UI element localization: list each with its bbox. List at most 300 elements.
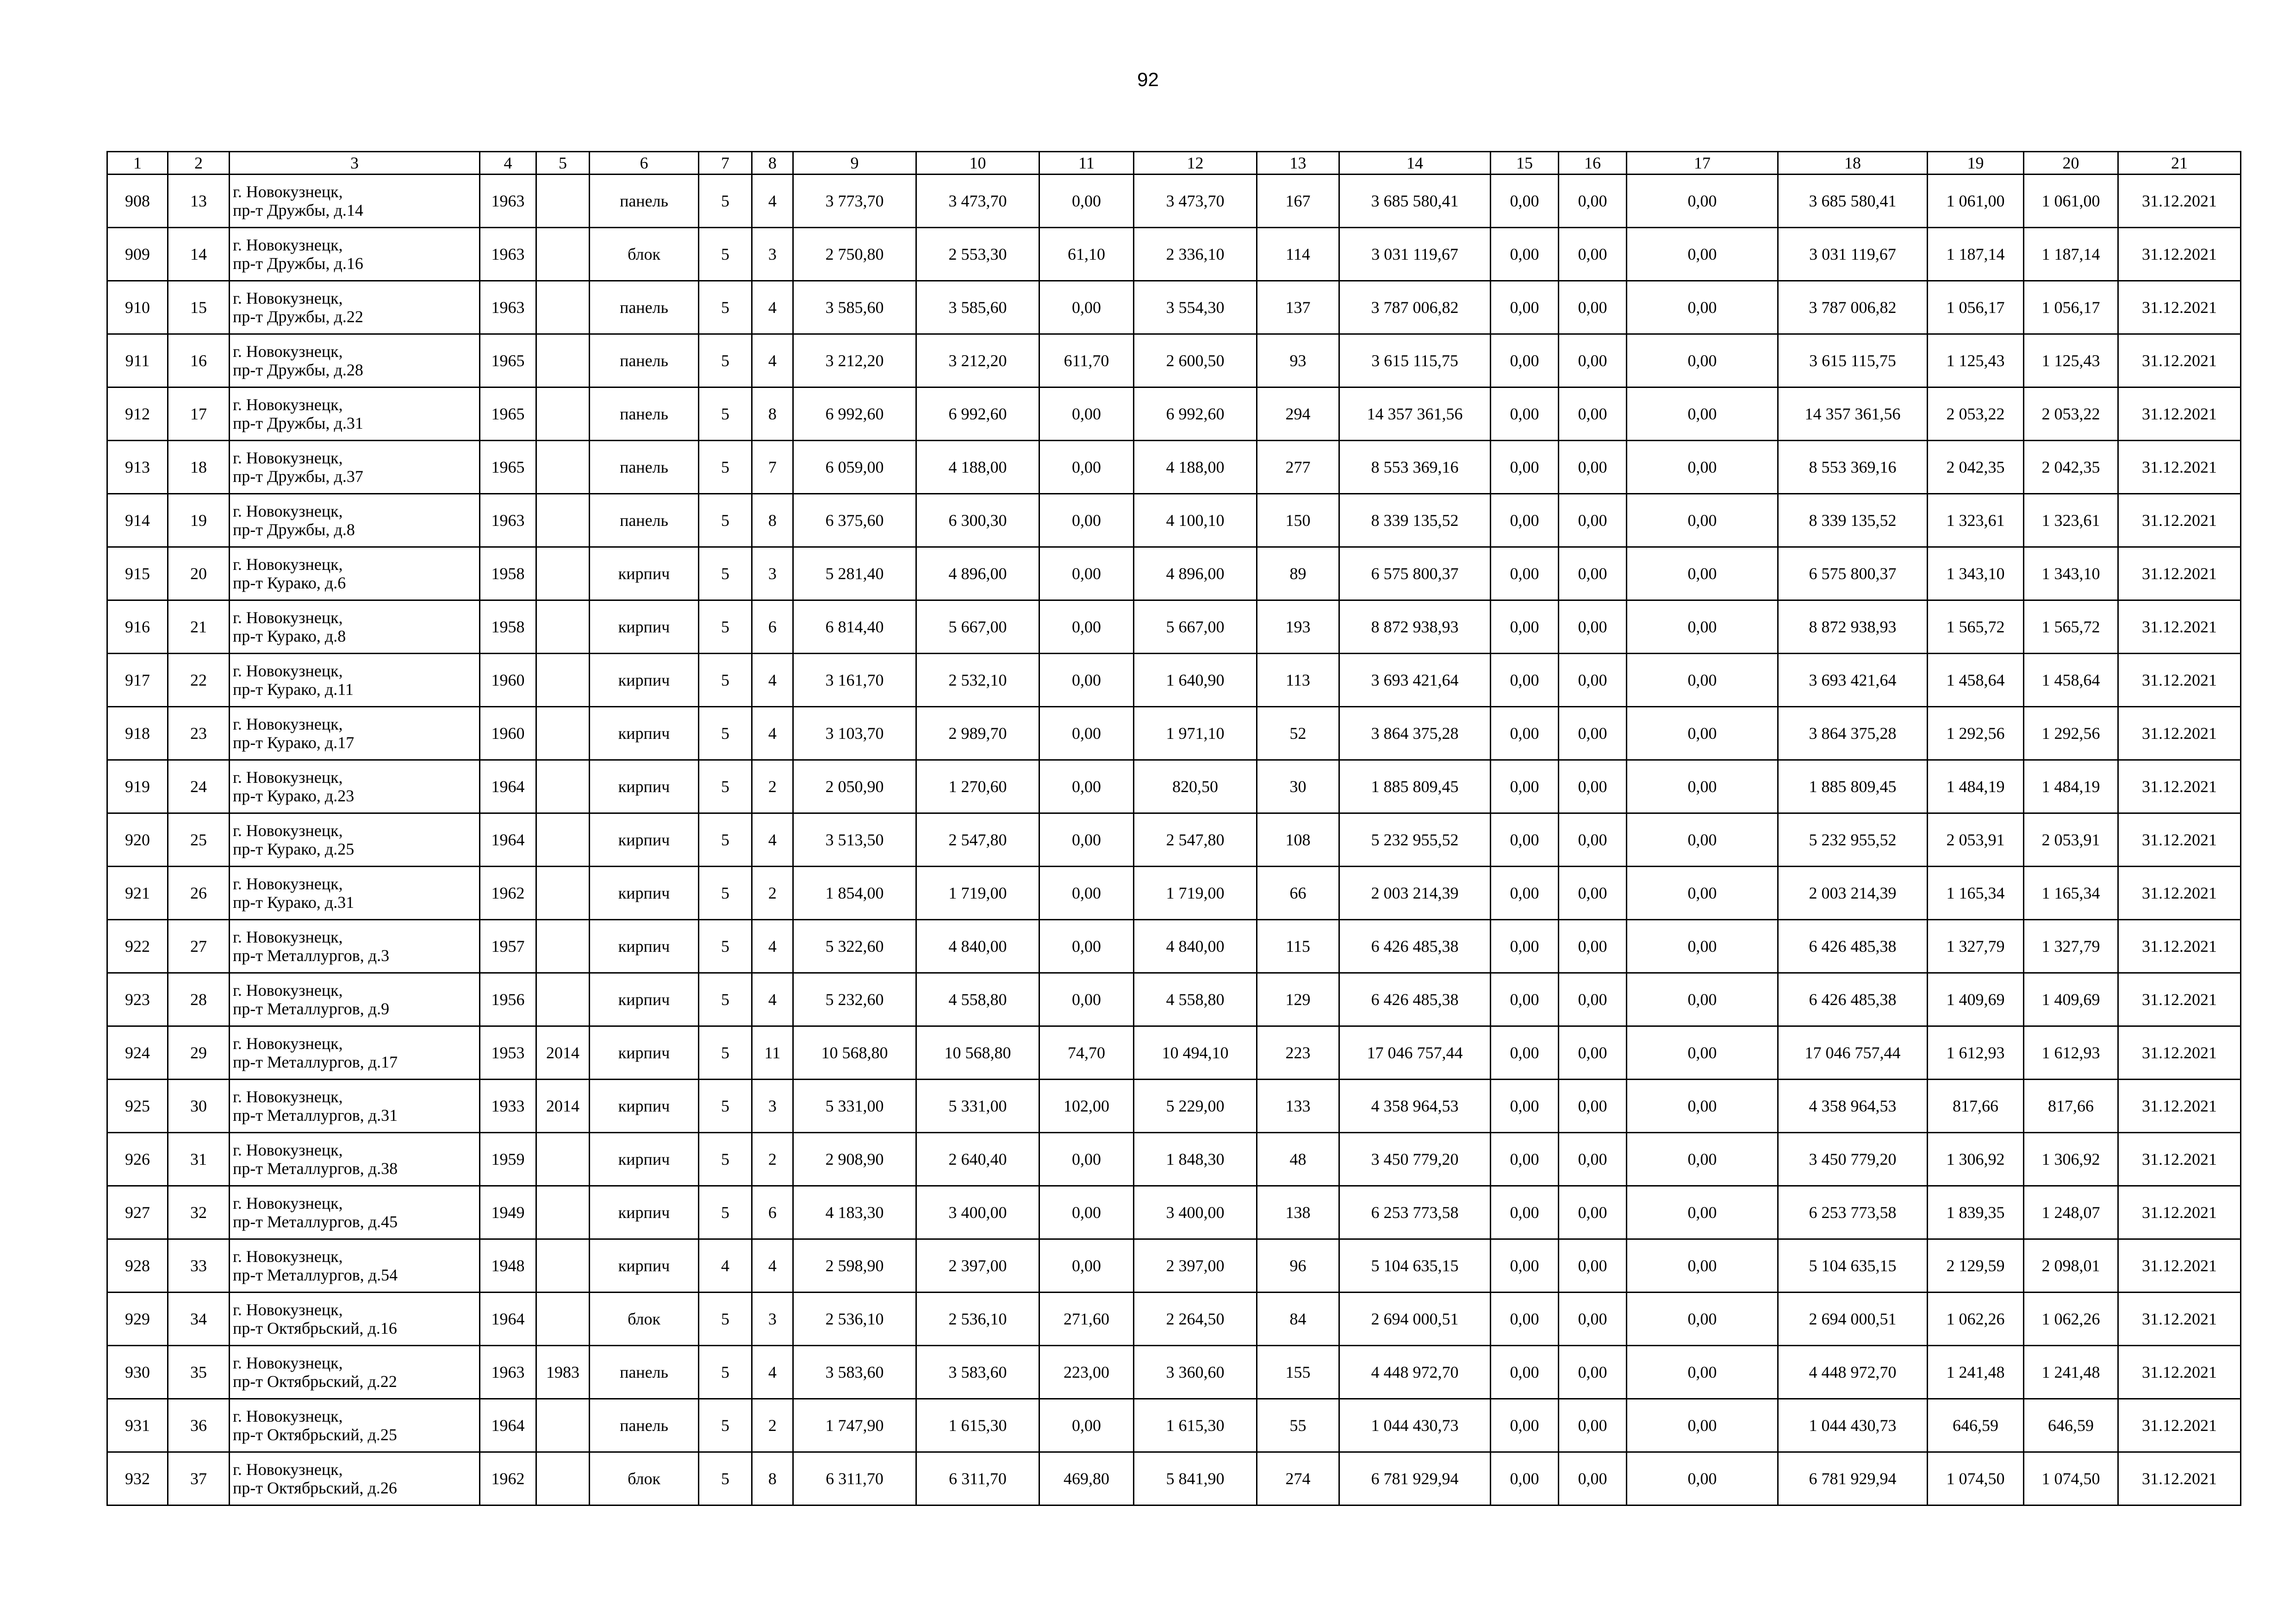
cell-col-10: 3 473,70 (916, 175, 1039, 228)
cell-col-14: 5 104 635,15 (1339, 1239, 1491, 1293)
cell-col-19: 2 129,59 (1928, 1239, 2024, 1293)
cell-col-18: 3 693 421,64 (1778, 654, 1928, 707)
cell-col-12: 2 397,00 (1134, 1239, 1257, 1293)
row-number: 920 (107, 813, 168, 867)
column-number-10: 10 (916, 152, 1039, 175)
cell-col-19: 1 292,56 (1928, 707, 2024, 760)
cell-col-13: 96 (1257, 1239, 1339, 1293)
cell-col-18: 4 358 964,53 (1778, 1080, 1928, 1133)
cell-col-12: 2 600,50 (1134, 334, 1257, 387)
cell-col-9: 5 232,60 (793, 973, 916, 1026)
cell-col-8: 3 (752, 547, 793, 600)
cell-col-8: 3 (752, 1293, 793, 1346)
cell-col-4: 1965 (480, 387, 536, 441)
address-street: пр-т Дружбы, д.37 (233, 467, 363, 486)
row-number: 929 (107, 1293, 168, 1346)
column-number-14: 14 (1339, 152, 1491, 175)
cell-col-15: 0,00 (1491, 175, 1559, 228)
row-subnumber: 36 (168, 1399, 230, 1452)
cell-col-7: 5 (699, 228, 752, 281)
column-number-2: 2 (168, 152, 230, 175)
cell-col-13: 193 (1257, 600, 1339, 654)
cell-col-7: 5 (699, 494, 752, 547)
cell-col-20: 1 343,10 (2024, 547, 2118, 600)
cell-col-20: 1 187,14 (2024, 228, 2118, 281)
row-subnumber: 24 (168, 760, 230, 813)
cell-col-14: 5 232 955,52 (1339, 813, 1491, 867)
cell-col-16: 0,00 (1559, 387, 1627, 441)
cell-col-15: 0,00 (1491, 441, 1559, 494)
cell-col-18: 1 044 430,73 (1778, 1399, 1928, 1452)
cell-col-20: 646,59 (2024, 1399, 2118, 1452)
cell-col-14: 3 031 119,67 (1339, 228, 1491, 281)
cell-col-13: 137 (1257, 281, 1339, 334)
address-street: пр-т Металлургов, д.38 (233, 1159, 398, 1178)
cell-col-7: 5 (699, 1399, 752, 1452)
cell-col-14: 3 615 115,75 (1339, 334, 1491, 387)
cell-col-10: 5 667,00 (916, 600, 1039, 654)
cell-col-9: 3 585,60 (793, 281, 916, 334)
address-street: пр-т Металлургов, д.54 (233, 1266, 398, 1284)
cell-col-4: 1960 (480, 707, 536, 760)
table-row (107, 920, 2241, 973)
cell-col-14: 6 253 773,58 (1339, 1186, 1491, 1239)
cell-col-17: 0,00 (1627, 1452, 1778, 1505)
cell-col-21: 31.12.2021 (2118, 1293, 2241, 1346)
address-street: пр-т Дружбы, д.14 (233, 201, 363, 219)
cell-col-16: 0,00 (1559, 813, 1627, 867)
cell-col-19: 646,59 (1928, 1399, 2024, 1452)
cell-col-18: 6 575 800,37 (1778, 547, 1928, 600)
cell-col-16: 0,00 (1559, 1239, 1627, 1293)
cell-col-14: 8 872 938,93 (1339, 600, 1491, 654)
cell-col-9: 6 059,00 (793, 441, 916, 494)
cell-col-9: 3 161,70 (793, 654, 916, 707)
column-number-13: 13 (1257, 152, 1339, 175)
cell-col-11: 0,00 (1039, 760, 1134, 813)
cell-col-16: 0,00 (1559, 1186, 1627, 1239)
cell-col-7: 5 (699, 600, 752, 654)
cell-col-21: 31.12.2021 (2118, 387, 2241, 441)
row-number: 916 (107, 600, 168, 654)
cell-col-21: 31.12.2021 (2118, 760, 2241, 813)
cell-col-17: 0,00 (1627, 281, 1778, 334)
row-subnumber: 32 (168, 1186, 230, 1239)
cell-col-14: 6 426 485,38 (1339, 973, 1491, 1026)
column-number-12: 12 (1134, 152, 1257, 175)
cell-col-7: 5 (699, 387, 752, 441)
cell-col-11: 102,00 (1039, 1080, 1134, 1133)
cell-col-17: 0,00 (1627, 494, 1778, 547)
cell-col-12: 1 971,10 (1134, 707, 1257, 760)
housing-register-table (106, 151, 2241, 1506)
cell-col-18: 8 872 938,93 (1778, 600, 1928, 654)
cell-col-19: 1 323,61 (1928, 494, 2024, 547)
cell-col-11: 469,80 (1039, 1452, 1134, 1505)
row-number: 909 (107, 228, 168, 281)
cell-col-5 (536, 1293, 590, 1346)
cell-col-8: 6 (752, 1186, 793, 1239)
cell-col-18: 8 553 369,16 (1778, 441, 1928, 494)
cell-col-4: 1964 (480, 813, 536, 867)
row-subnumber: 30 (168, 1080, 230, 1133)
cell-col-19: 817,66 (1928, 1080, 2024, 1133)
cell-col-21: 31.12.2021 (2118, 1186, 2241, 1239)
table-row (107, 1293, 2241, 1346)
cell-col-10: 4 188,00 (916, 441, 1039, 494)
cell-col-9: 6 311,70 (793, 1452, 916, 1505)
cell-col-11: 0,00 (1039, 441, 1134, 494)
cell-col-13: 155 (1257, 1346, 1339, 1399)
cell-col-5 (536, 494, 590, 547)
cell-col-4: 1962 (480, 867, 536, 920)
row-number: 914 (107, 494, 168, 547)
cell-col-9: 6 375,60 (793, 494, 916, 547)
cell-col-5 (536, 920, 590, 973)
row-subnumber: 18 (168, 441, 230, 494)
cell-col-8: 7 (752, 441, 793, 494)
cell-col-21: 31.12.2021 (2118, 1399, 2241, 1452)
cell-col-4: 1964 (480, 760, 536, 813)
cell-col-16: 0,00 (1559, 973, 1627, 1026)
cell-col-5 (536, 973, 590, 1026)
cell-col-14: 3 787 006,82 (1339, 281, 1491, 334)
cell-col-9: 2 750,80 (793, 228, 916, 281)
cell-col-12: 3 473,70 (1134, 175, 1257, 228)
cell-col-15: 0,00 (1491, 387, 1559, 441)
cell-col-5 (536, 334, 590, 387)
table-row (107, 1346, 2241, 1399)
cell-col-5 (536, 707, 590, 760)
cell-col-20: 1 056,17 (2024, 281, 2118, 334)
cell-col-13: 30 (1257, 760, 1339, 813)
cell-col-13: 55 (1257, 1399, 1339, 1452)
cell-col-13: 150 (1257, 494, 1339, 547)
cell-col-21: 31.12.2021 (2118, 1026, 2241, 1080)
cell-col-19: 2 053,22 (1928, 387, 2024, 441)
cell-col-20: 2 053,91 (2024, 813, 2118, 867)
cell-col-16: 0,00 (1559, 175, 1627, 228)
cell-col-15: 0,00 (1491, 334, 1559, 387)
cell-col-14: 17 046 757,44 (1339, 1026, 1491, 1080)
cell-col-18: 3 615 115,75 (1778, 334, 1928, 387)
address-cell (230, 920, 480, 973)
row-number: 910 (107, 281, 168, 334)
cell-col-15: 0,00 (1491, 1080, 1559, 1133)
cell-col-4: 1964 (480, 1293, 536, 1346)
cell-col-11: 74,70 (1039, 1026, 1134, 1080)
table-row (107, 1452, 2241, 1505)
cell-col-8: 11 (752, 1026, 793, 1080)
cell-col-6: кирпич (590, 707, 699, 760)
row-number: 917 (107, 654, 168, 707)
address-cell (230, 1293, 480, 1346)
cell-col-4: 1960 (480, 654, 536, 707)
row-subnumber: 31 (168, 1133, 230, 1186)
cell-col-6: панель (590, 387, 699, 441)
cell-col-4: 1963 (480, 494, 536, 547)
address-city: г. Новокузнецк, (233, 768, 343, 787)
cell-col-19: 1 409,69 (1928, 973, 2024, 1026)
table-row (107, 1186, 2241, 1239)
cell-col-8: 4 (752, 707, 793, 760)
cell-col-18: 2 694 000,51 (1778, 1293, 1928, 1346)
cell-col-18: 6 253 773,58 (1778, 1186, 1928, 1239)
cell-col-17: 0,00 (1627, 760, 1778, 813)
address-street: пр-т Металлургов, д.31 (233, 1106, 398, 1124)
address-cell (230, 228, 480, 281)
table-row (107, 1239, 2241, 1293)
cell-col-21: 31.12.2021 (2118, 867, 2241, 920)
address-street: пр-т Октябрьский, д.16 (233, 1319, 397, 1337)
cell-col-19: 1 165,34 (1928, 867, 2024, 920)
cell-col-14: 3 450 779,20 (1339, 1133, 1491, 1186)
cell-col-5: 1983 (536, 1346, 590, 1399)
cell-col-12: 3 400,00 (1134, 1186, 1257, 1239)
cell-col-8: 4 (752, 920, 793, 973)
cell-col-10: 2 989,70 (916, 707, 1039, 760)
cell-col-11: 0,00 (1039, 600, 1134, 654)
cell-col-16: 0,00 (1559, 1133, 1627, 1186)
row-number: 912 (107, 387, 168, 441)
row-number: 925 (107, 1080, 168, 1133)
cell-col-17: 0,00 (1627, 547, 1778, 600)
cell-col-9: 3 103,70 (793, 707, 916, 760)
cell-col-15: 0,00 (1491, 1293, 1559, 1346)
cell-col-9: 3 212,20 (793, 334, 916, 387)
address-city: г. Новокузнецк, (233, 555, 343, 574)
address-city: г. Новокузнецк, (233, 1300, 343, 1319)
cell-col-12: 1 848,30 (1134, 1133, 1257, 1186)
cell-col-21: 31.12.2021 (2118, 494, 2241, 547)
cell-col-20: 1 241,48 (2024, 1346, 2118, 1399)
address-street: пр-т Металлургов, д.45 (233, 1212, 398, 1231)
cell-col-13: 108 (1257, 813, 1339, 867)
cell-col-12: 820,50 (1134, 760, 1257, 813)
cell-col-20: 1 074,50 (2024, 1452, 2118, 1505)
row-number: 931 (107, 1399, 168, 1452)
address-street: пр-т Октябрьский, д.22 (233, 1372, 397, 1391)
cell-col-8: 2 (752, 1399, 793, 1452)
cell-col-14: 2 694 000,51 (1339, 1293, 1491, 1346)
table-row (107, 973, 2241, 1026)
cell-col-15: 0,00 (1491, 600, 1559, 654)
address-city: г. Новокузнецк, (233, 395, 343, 414)
cell-col-16: 0,00 (1559, 654, 1627, 707)
cell-col-21: 31.12.2021 (2118, 547, 2241, 600)
cell-col-15: 0,00 (1491, 1026, 1559, 1080)
cell-col-21: 31.12.2021 (2118, 1239, 2241, 1293)
cell-col-4: 1963 (480, 175, 536, 228)
row-number: 926 (107, 1133, 168, 1186)
cell-col-14: 3 685 580,41 (1339, 175, 1491, 228)
cell-col-9: 5 322,60 (793, 920, 916, 973)
cell-col-9: 6 992,60 (793, 387, 916, 441)
cell-col-7: 5 (699, 1452, 752, 1505)
cell-col-9: 6 814,40 (793, 600, 916, 654)
cell-col-6: кирпич (590, 813, 699, 867)
cell-col-19: 1 343,10 (1928, 547, 2024, 600)
cell-col-14: 2 003 214,39 (1339, 867, 1491, 920)
row-subnumber: 27 (168, 920, 230, 973)
address-street: пр-т Дружбы, д.22 (233, 307, 363, 326)
cell-col-21: 31.12.2021 (2118, 334, 2241, 387)
cell-col-16: 0,00 (1559, 867, 1627, 920)
cell-col-13: 48 (1257, 1133, 1339, 1186)
cell-col-13: 89 (1257, 547, 1339, 600)
table-row (107, 1080, 2241, 1133)
cell-col-6: панель (590, 281, 699, 334)
cell-col-20: 1 061,00 (2024, 175, 2118, 228)
address-city: г. Новокузнецк, (233, 1194, 343, 1212)
cell-col-17: 0,00 (1627, 1186, 1778, 1239)
cell-col-13: 66 (1257, 867, 1339, 920)
row-number: 915 (107, 547, 168, 600)
cell-col-9: 2 908,90 (793, 1133, 916, 1186)
cell-col-4: 1965 (480, 441, 536, 494)
table-row (107, 387, 2241, 441)
cell-col-18: 6 426 485,38 (1778, 920, 1928, 973)
cell-col-21: 31.12.2021 (2118, 1080, 2241, 1133)
cell-col-20: 2 042,35 (2024, 441, 2118, 494)
cell-col-6: кирпич (590, 654, 699, 707)
cell-col-11: 0,00 (1039, 973, 1134, 1026)
address-cell (230, 1239, 480, 1293)
cell-col-10: 6 300,30 (916, 494, 1039, 547)
cell-col-4: 1965 (480, 334, 536, 387)
cell-col-7: 5 (699, 547, 752, 600)
address-city: г. Новокузнецк, (233, 182, 343, 201)
cell-col-8: 3 (752, 1080, 793, 1133)
column-number-19: 19 (1928, 152, 2024, 175)
cell-col-10: 4 840,00 (916, 920, 1039, 973)
cell-col-8: 4 (752, 654, 793, 707)
column-number-20: 20 (2024, 152, 2118, 175)
cell-col-5 (536, 1452, 590, 1505)
cell-col-20: 1 165,34 (2024, 867, 2118, 920)
cell-col-10: 4 896,00 (916, 547, 1039, 600)
address-cell (230, 1399, 480, 1452)
row-subnumber: 16 (168, 334, 230, 387)
cell-col-11: 0,00 (1039, 813, 1134, 867)
cell-col-20: 1 458,64 (2024, 654, 2118, 707)
address-city: г. Новокузнецк, (233, 1460, 343, 1479)
cell-col-6: кирпич (590, 1239, 699, 1293)
table-row (107, 334, 2241, 387)
cell-col-12: 3 554,30 (1134, 281, 1257, 334)
cell-col-19: 1 062,26 (1928, 1293, 2024, 1346)
cell-col-6: блок (590, 1452, 699, 1505)
cell-col-21: 31.12.2021 (2118, 281, 2241, 334)
table-row (107, 281, 2241, 334)
cell-col-17: 0,00 (1627, 1239, 1778, 1293)
cell-col-10: 1 719,00 (916, 867, 1039, 920)
cell-col-9: 2 598,90 (793, 1239, 916, 1293)
cell-col-5 (536, 813, 590, 867)
column-number-9: 9 (793, 152, 916, 175)
address-city: г. Новокузнецк, (233, 928, 343, 946)
cell-col-8: 4 (752, 813, 793, 867)
cell-col-16: 0,00 (1559, 334, 1627, 387)
column-number-6: 6 (590, 152, 699, 175)
row-number: 927 (107, 1186, 168, 1239)
cell-col-18: 17 046 757,44 (1778, 1026, 1928, 1080)
cell-col-6: кирпич (590, 1186, 699, 1239)
cell-col-17: 0,00 (1627, 1026, 1778, 1080)
cell-col-5 (536, 600, 590, 654)
cell-col-9: 3 583,60 (793, 1346, 916, 1399)
column-number-1: 1 (107, 152, 168, 175)
table-row (107, 547, 2241, 600)
table-row (107, 1026, 2241, 1080)
cell-col-19: 1 458,64 (1928, 654, 2024, 707)
row-number: 930 (107, 1346, 168, 1399)
cell-col-18: 5 104 635,15 (1778, 1239, 1928, 1293)
address-street: пр-т Курако, д.31 (233, 893, 355, 912)
cell-col-4: 1959 (480, 1133, 536, 1186)
cell-col-13: 129 (1257, 973, 1339, 1026)
cell-col-15: 0,00 (1491, 1239, 1559, 1293)
cell-col-12: 5 841,90 (1134, 1452, 1257, 1505)
address-street: пр-т Курако, д.17 (233, 733, 355, 752)
cell-col-16: 0,00 (1559, 1452, 1627, 1505)
cell-col-10: 2 547,80 (916, 813, 1039, 867)
cell-col-15: 0,00 (1491, 228, 1559, 281)
cell-col-7: 5 (699, 1133, 752, 1186)
cell-col-20: 1 292,56 (2024, 707, 2118, 760)
cell-col-18: 3 787 006,82 (1778, 281, 1928, 334)
cell-col-19: 1 056,17 (1928, 281, 2024, 334)
cell-col-12: 4 100,10 (1134, 494, 1257, 547)
address-city: г. Новокузнецк, (233, 342, 343, 361)
cell-col-14: 1 044 430,73 (1339, 1399, 1491, 1452)
cell-col-17: 0,00 (1627, 813, 1778, 867)
row-number: 922 (107, 920, 168, 973)
cell-col-7: 5 (699, 920, 752, 973)
cell-col-9: 5 331,00 (793, 1080, 916, 1133)
cell-col-5 (536, 281, 590, 334)
cell-col-5 (536, 1239, 590, 1293)
cell-col-11: 0,00 (1039, 547, 1134, 600)
cell-col-21: 31.12.2021 (2118, 1133, 2241, 1186)
cell-col-17: 0,00 (1627, 228, 1778, 281)
cell-col-10: 1 270,60 (916, 760, 1039, 813)
row-subnumber: 25 (168, 813, 230, 867)
cell-col-12: 1 719,00 (1134, 867, 1257, 920)
address-cell (230, 547, 480, 600)
table-row (107, 494, 2241, 547)
cell-col-15: 0,00 (1491, 1346, 1559, 1399)
cell-col-11: 0,00 (1039, 494, 1134, 547)
row-number: 928 (107, 1239, 168, 1293)
cell-col-15: 0,00 (1491, 707, 1559, 760)
cell-col-9: 3 513,50 (793, 813, 916, 867)
cell-col-13: 277 (1257, 441, 1339, 494)
cell-col-4: 1964 (480, 1399, 536, 1452)
address-cell (230, 654, 480, 707)
cell-col-20: 1 327,79 (2024, 920, 2118, 973)
table-row (107, 175, 2241, 228)
cell-col-18: 2 003 214,39 (1778, 867, 1928, 920)
cell-col-19: 1 306,92 (1928, 1133, 2024, 1186)
column-number-5: 5 (536, 152, 590, 175)
cell-col-16: 0,00 (1559, 1026, 1627, 1080)
cell-col-15: 0,00 (1491, 813, 1559, 867)
address-street: пр-т Курако, д.25 (233, 840, 355, 858)
cell-col-11: 0,00 (1039, 281, 1134, 334)
cell-col-5 (536, 1186, 590, 1239)
cell-col-18: 3 685 580,41 (1778, 175, 1928, 228)
